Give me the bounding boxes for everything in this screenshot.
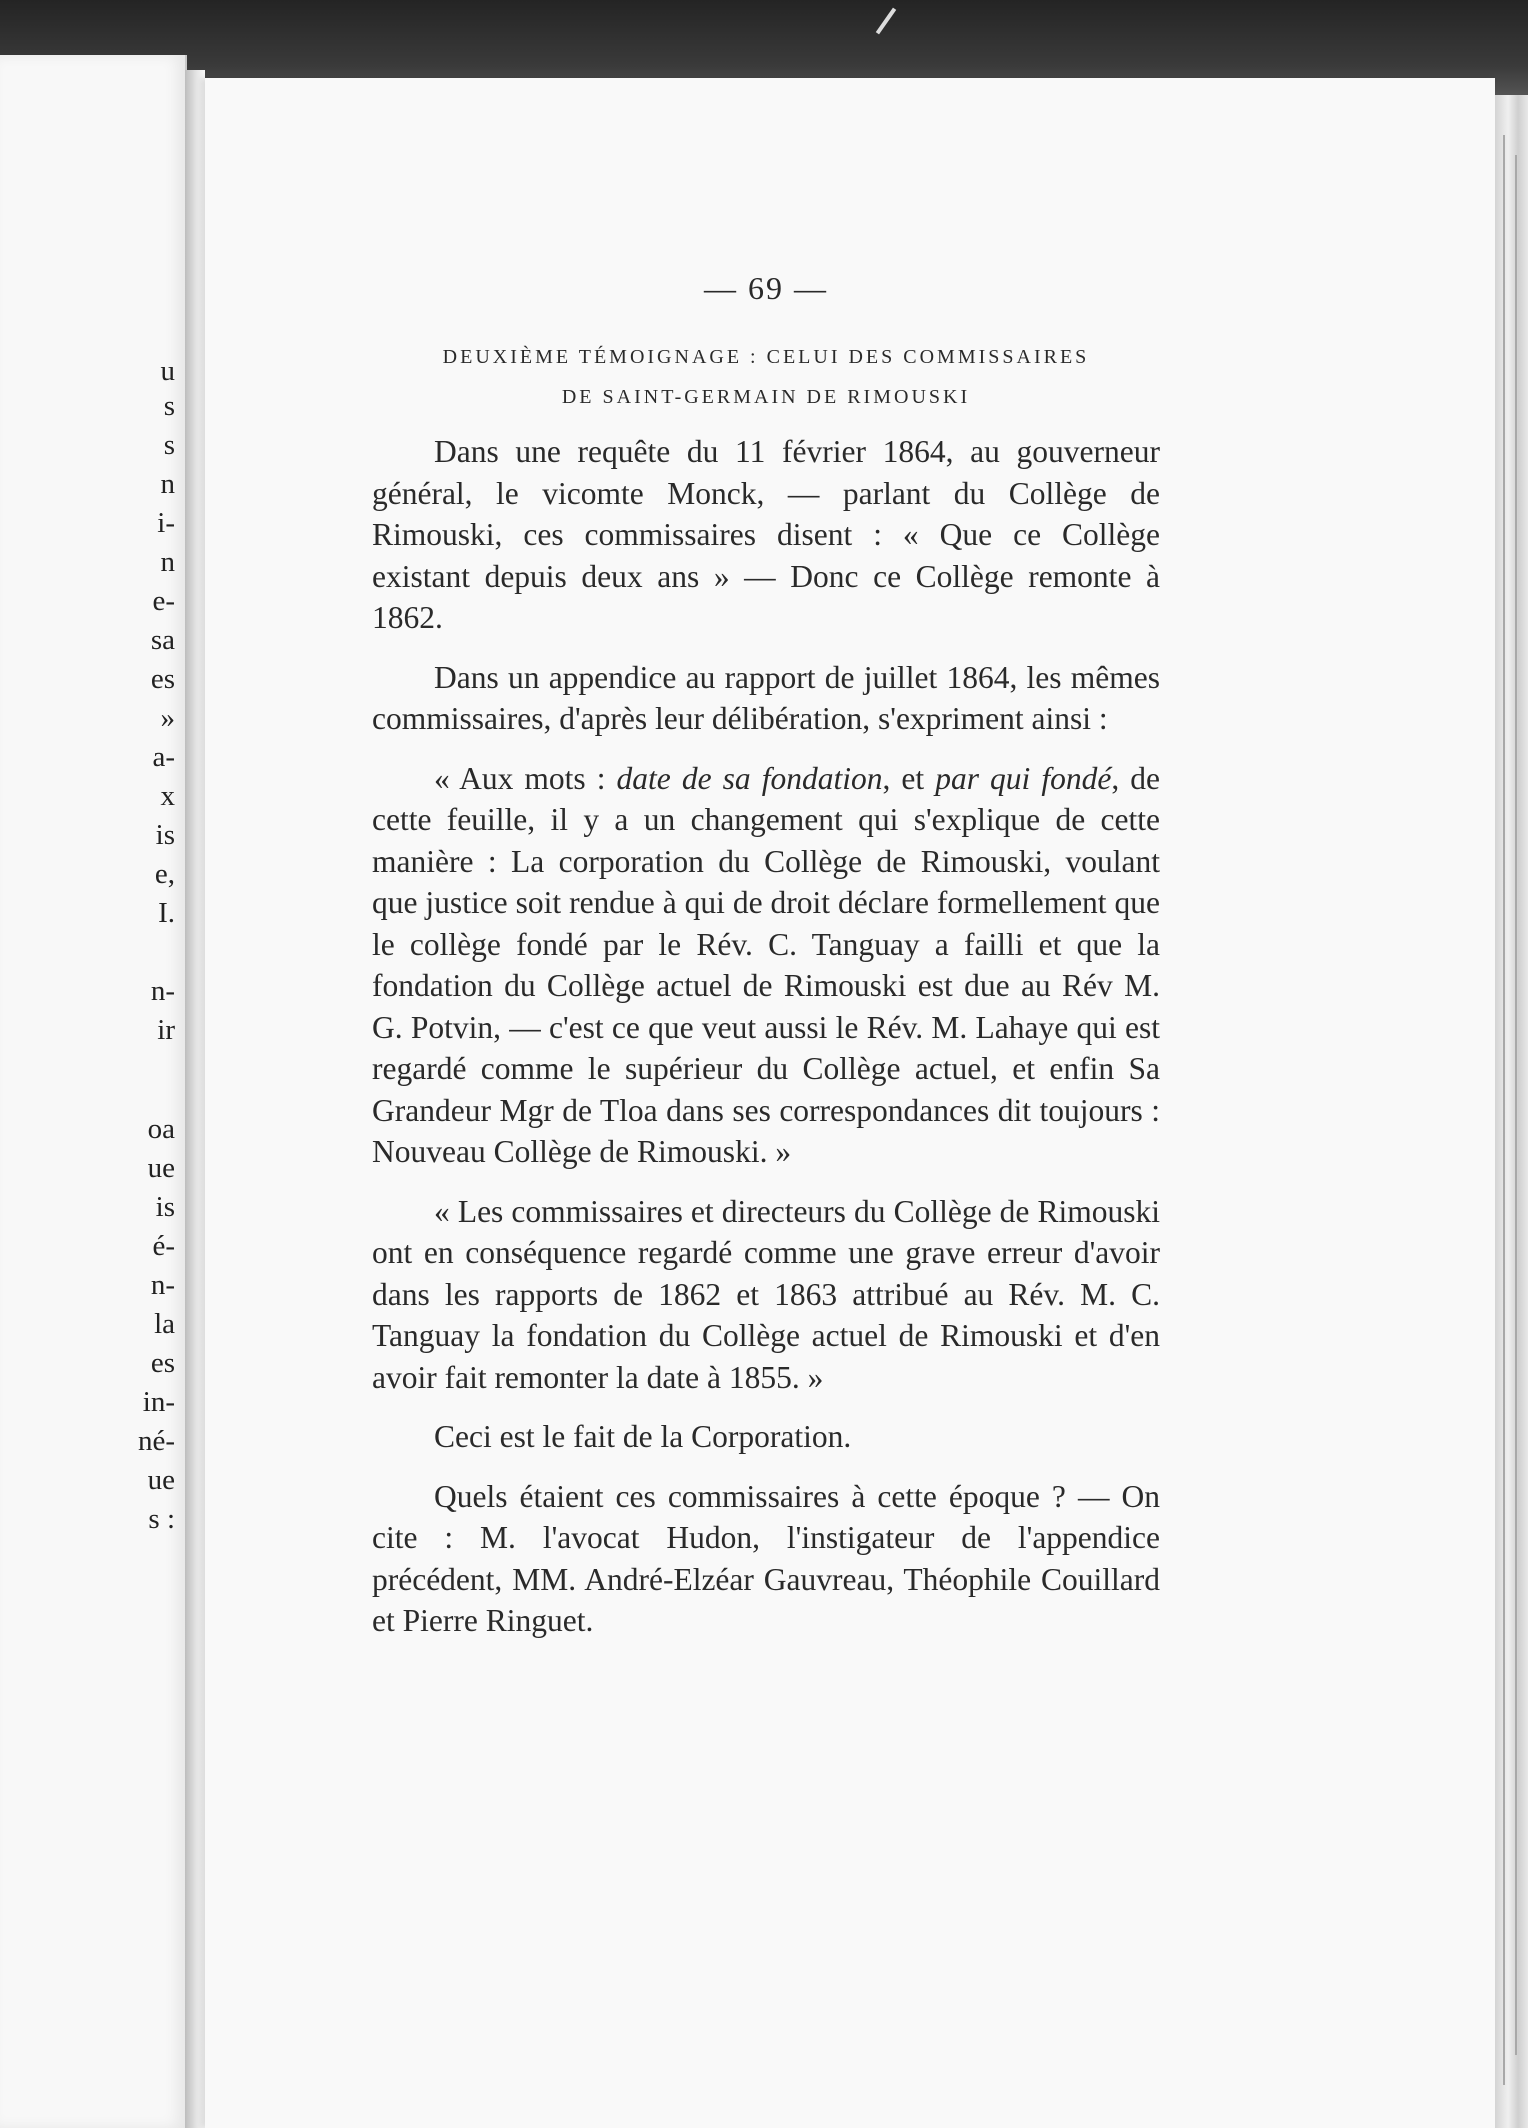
- left-page-fragment: e,: [154, 858, 175, 890]
- book-spine: [185, 70, 205, 2128]
- left-page-fragment: n-: [150, 975, 175, 1007]
- left-page-fragment: e-: [152, 585, 175, 617]
- left-page-fragment: ir: [157, 1014, 175, 1046]
- left-page-fragment: s: [163, 390, 175, 422]
- previous-page-fragment: [0, 55, 187, 2128]
- section-heading: [372, 337, 1160, 417]
- paragraph: Dans un appendice au rapport de juillet 1864, les mêmes commissaires, d'après leur délibération, s'expriment ainsi :: [372, 659, 1160, 736]
- left-page-fragment: is: [155, 1191, 175, 1223]
- left-page-fragment: ue: [147, 1464, 175, 1496]
- left-page-fragment: is: [155, 819, 175, 851]
- left-page-fragment: ue: [147, 1152, 175, 1184]
- left-page-fragment: a-: [152, 741, 175, 773]
- italic-phrase: date de sa fondation: [616, 760, 883, 796]
- left-page-fragment: x: [160, 780, 175, 812]
- page-edge-stack: [1495, 95, 1528, 2128]
- left-page-fragment: la: [154, 1308, 175, 1340]
- left-page-fragment: né-: [137, 1425, 175, 1457]
- left-page-fragment: n: [160, 468, 175, 500]
- quoted-paragraph: « Les commissaires et directeurs du Collège de Rimouski ont en conséquence regardé comme une grave erreur d'avoir dans les rapports de 1862 et 1863 attribué au Rév. M. C. Tanguay la fondation du Collège actuel de Rimouski et d'en avoir fait remonter la date à 1855. »: [372, 1193, 1160, 1395]
- quote-open: « Aux mots :: [434, 760, 617, 796]
- page-number: — 69 —: [704, 270, 828, 306]
- left-page-fragment: é-: [152, 1230, 175, 1262]
- section-heading-line: DEUXIÈME TÉMOIGNAGE : CELUI DES COMMISSAIRES: [442, 346, 1090, 368]
- paragraph: Dans une requête du 11 février 1864, au gouverneur général, le vicomte Monck, — parlant du Collège de Rimouski, ces commissaires disent : « Que ce Collège existant depuis deux ans » — Donc ce Collège remonte à 1862.: [372, 434, 1160, 635]
- left-page-fragment: »: [160, 702, 175, 734]
- quote-text: , de cette feuille, il y a un changement qui s'explique de cette manière : La corporation du Collège de Rimouski, voulant que justice soit rendue à qui de droit déclare formellement que le collège fondé par le Rév. C. Tanguay a failli et que la fondation du Collège actuel de Rimouski est due au Rév M. G. Potvin, — c'est ce que veut aussi le Rév. M. Lahaye qui est regardé comme le supérieur du Collège actuel, et enfin Sa Grandeur Mgr de Tloa dans ses correspondances dit toujours : Nouveau Collège de Rimouski. »: [372, 760, 1160, 1169]
- left-page-fragment: u: [160, 355, 175, 387]
- left-page-fragment: es: [150, 663, 175, 695]
- left-page-fragment: oa: [147, 1113, 175, 1145]
- left-page-fragment: I.: [158, 897, 175, 929]
- paragraph: Quels étaient ces commissaires à cette époque ? — On cite : M. l'avocat Hudon, l'instigateur de l'appendice précédent, MM. André-Elzéar Gauvreau, Théophile Couillard et Pierre Ringuet.: [372, 1478, 1160, 1638]
- left-page-fragment: n-: [150, 1269, 175, 1301]
- left-page-fragment: es: [150, 1347, 175, 1379]
- section-heading-line: DE SAINT-GERMAIN DE RIMOUSKI: [561, 386, 971, 408]
- left-page-fragment: sa: [150, 624, 175, 656]
- left-page-fragment: in-: [142, 1386, 175, 1418]
- page-text: [372, 270, 1160, 1660]
- page-edge-line: [1515, 155, 1517, 2055]
- paragraph: Ceci est le fait de la Corporation.: [434, 1419, 852, 1454]
- left-page-fragment: i-: [157, 507, 175, 539]
- left-page-fragment: s :: [148, 1503, 175, 1535]
- quote-text: , et: [882, 760, 936, 796]
- left-page-fragment: s: [163, 429, 175, 461]
- quoted-paragraph: [372, 758, 1160, 1173]
- italic-phrase: par qui fondé: [935, 760, 1112, 796]
- page-edge-line: [1503, 135, 1505, 2085]
- left-page-fragment: n: [160, 546, 175, 578]
